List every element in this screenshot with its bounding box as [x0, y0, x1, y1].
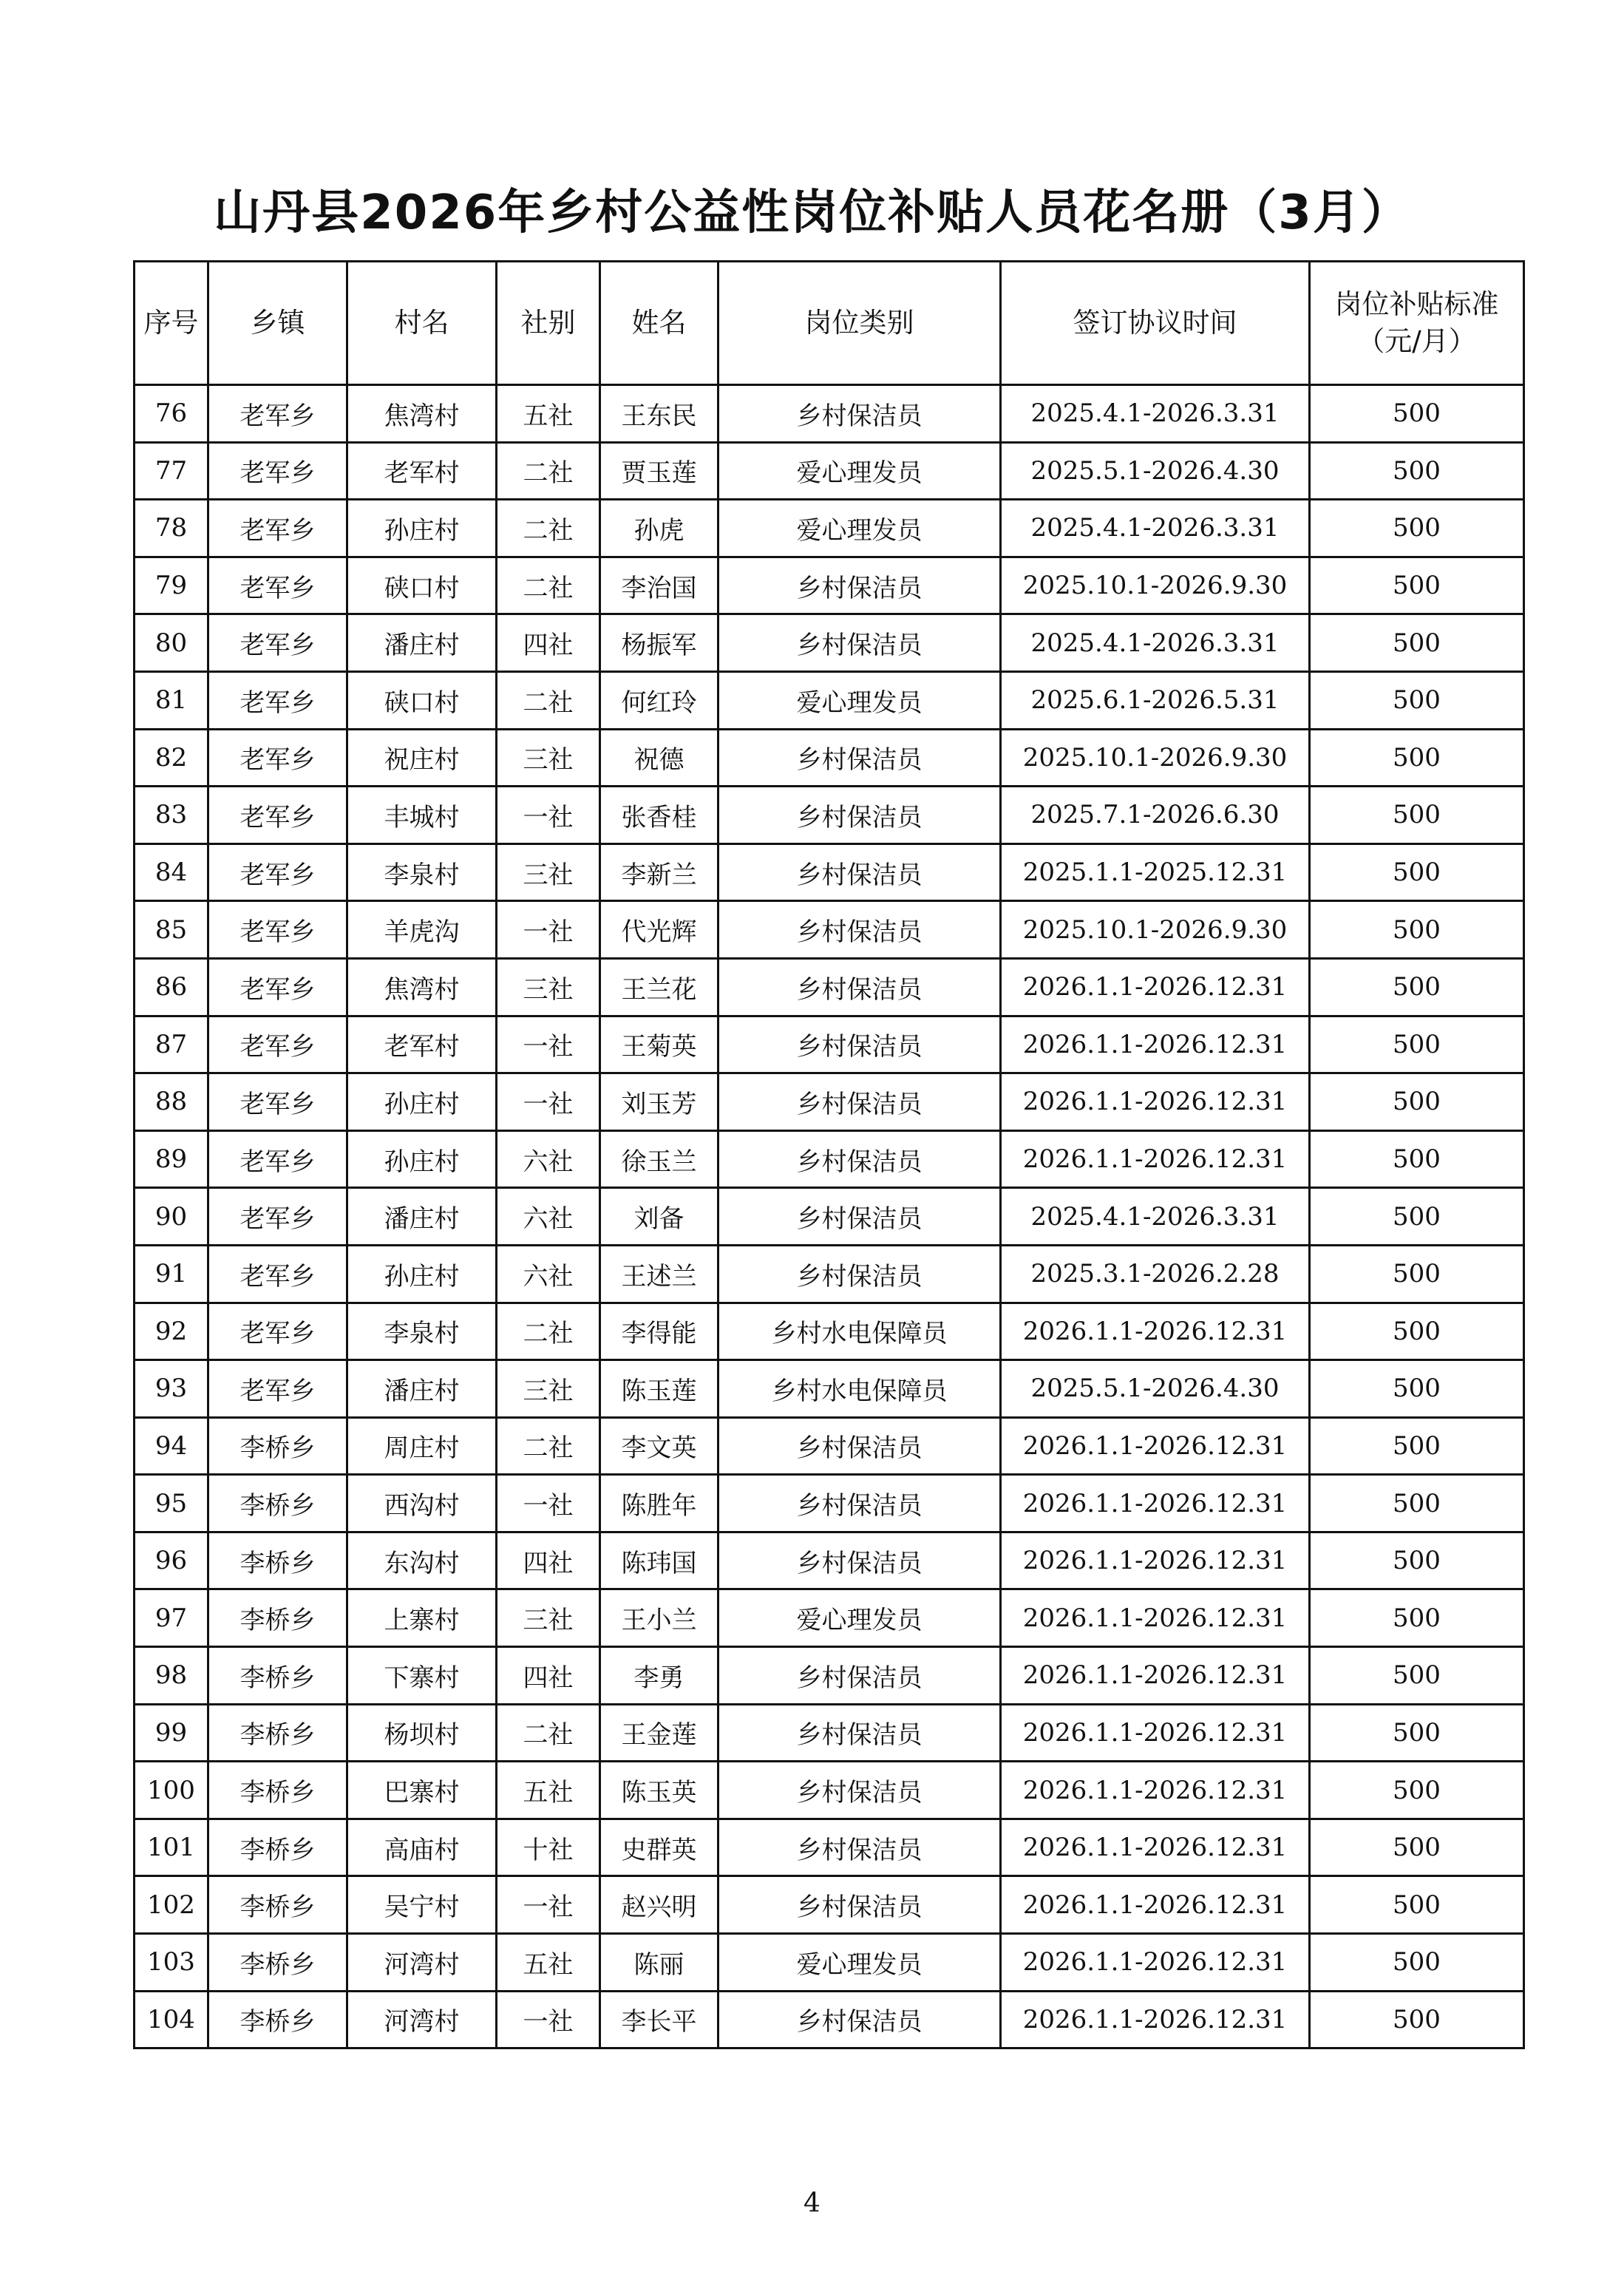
cell-township: 老军乡 — [208, 1016, 347, 1073]
cell-agreement-period: 2026.1.1-2026.12.31 — [1001, 1303, 1310, 1360]
cell-index: 104 — [135, 1991, 208, 2048]
cell-village: 丰城村 — [347, 787, 497, 844]
cell-agreement-period: 2026.1.1-2026.12.31 — [1001, 1647, 1310, 1705]
cell-township: 李桥乡 — [208, 1704, 347, 1762]
cell-index: 86 — [135, 958, 208, 1016]
cell-index: 95 — [135, 1475, 208, 1532]
document-title: 山丹县2026年乡村公益性岗位补贴人员花名册（3月） — [214, 186, 1410, 240]
cell-village: 李泉村 — [347, 1303, 497, 1360]
cell-post-type: 乡村保洁员 — [718, 1762, 1001, 1819]
cell-village: 焦湾村 — [347, 958, 497, 1016]
cell-post-type: 乡村保洁员 — [718, 614, 1001, 672]
cell-name: 祝德 — [600, 729, 718, 787]
cell-post-type: 乡村保洁员 — [718, 1647, 1001, 1705]
cell-township: 老军乡 — [208, 901, 347, 959]
table-row — [135, 1532, 1524, 1589]
cell-group: 一社 — [497, 787, 600, 844]
cell-agreement-period: 2026.1.1-2026.12.31 — [1001, 958, 1310, 1016]
cell-post-type: 乡村保洁员 — [718, 1532, 1001, 1589]
cell-subsidy: 500 — [1310, 958, 1524, 1016]
table-row — [135, 1876, 1524, 1934]
cell-post-type: 乡村保洁员 — [718, 1130, 1001, 1188]
cell-index: 89 — [135, 1130, 208, 1188]
table-row — [135, 385, 1524, 443]
cell-group: 一社 — [497, 1016, 600, 1073]
cell-group: 二社 — [497, 1704, 600, 1762]
cell-index: 78 — [135, 500, 208, 557]
cell-subsidy: 500 — [1310, 614, 1524, 672]
cell-index: 88 — [135, 1073, 208, 1131]
cell-group: 三社 — [497, 729, 600, 787]
cell-agreement-period: 2026.1.1-2026.12.31 — [1001, 1532, 1310, 1589]
cell-post-type: 乡村保洁员 — [718, 1704, 1001, 1762]
cell-agreement-period: 2026.1.1-2026.12.31 — [1001, 1934, 1310, 1992]
cell-agreement-period: 2026.1.1-2026.12.31 — [1001, 1589, 1310, 1647]
table-row — [135, 958, 1524, 1016]
cell-agreement-period: 2025.4.1-2026.3.31 — [1001, 500, 1310, 557]
cell-village: 河湾村 — [347, 1991, 497, 2048]
header-index: 序号 — [135, 262, 208, 385]
cell-name: 张香桂 — [600, 787, 718, 844]
page-number: 4 — [803, 2188, 821, 2219]
cell-agreement-period: 2025.4.1-2026.3.31 — [1001, 385, 1310, 443]
cell-post-type: 乡村保洁员 — [718, 843, 1001, 901]
roster-table — [133, 260, 1525, 2049]
cell-index: 84 — [135, 843, 208, 901]
cell-subsidy: 500 — [1310, 1819, 1524, 1876]
cell-post-type: 乡村保洁员 — [718, 958, 1001, 1016]
cell-agreement-period: 2026.1.1-2026.12.31 — [1001, 1819, 1310, 1876]
cell-post-type: 爱心理发员 — [718, 1934, 1001, 1992]
cell-township: 老军乡 — [208, 729, 347, 787]
cell-post-type: 乡村保洁员 — [718, 901, 1001, 959]
cell-group: 一社 — [497, 1073, 600, 1131]
table-row — [135, 1303, 1524, 1360]
cell-group: 六社 — [497, 1130, 600, 1188]
cell-village: 孙庄村 — [347, 1073, 497, 1131]
cell-name: 王金莲 — [600, 1704, 718, 1762]
cell-agreement-period: 2026.1.1-2026.12.31 — [1001, 1417, 1310, 1475]
cell-agreement-period: 2025.4.1-2026.3.31 — [1001, 614, 1310, 672]
cell-index: 80 — [135, 614, 208, 672]
cell-index: 100 — [135, 1762, 208, 1819]
cell-township: 李桥乡 — [208, 1417, 347, 1475]
cell-subsidy: 500 — [1310, 1188, 1524, 1246]
cell-index: 103 — [135, 1934, 208, 1992]
cell-name: 贾玉莲 — [600, 442, 718, 500]
cell-post-type: 乡村保洁员 — [718, 1991, 1001, 2048]
cell-post-type: 乡村保洁员 — [718, 1188, 1001, 1246]
cell-subsidy: 500 — [1310, 1876, 1524, 1934]
cell-subsidy: 500 — [1310, 1303, 1524, 1360]
cell-subsidy: 500 — [1310, 1417, 1524, 1475]
table-row — [135, 614, 1524, 672]
cell-subsidy: 500 — [1310, 442, 1524, 500]
cell-post-type: 乡村水电保障员 — [718, 1303, 1001, 1360]
header-agreement-period: 签订协议时间 — [1001, 262, 1310, 385]
cell-index: 96 — [135, 1532, 208, 1589]
table-row — [135, 1245, 1524, 1303]
cell-group: 二社 — [497, 557, 600, 614]
cell-subsidy: 500 — [1310, 729, 1524, 787]
table-row — [135, 1073, 1524, 1131]
cell-village: 巴寨村 — [347, 1762, 497, 1819]
table-row — [135, 442, 1524, 500]
cell-village: 羊虎沟 — [347, 901, 497, 959]
cell-group: 六社 — [497, 1188, 600, 1246]
cell-group: 三社 — [497, 1360, 600, 1418]
cell-agreement-period: 2025.5.1-2026.4.30 — [1001, 442, 1310, 500]
cell-index: 76 — [135, 385, 208, 443]
cell-agreement-period: 2026.1.1-2026.12.31 — [1001, 1475, 1310, 1532]
cell-post-type: 乡村保洁员 — [718, 729, 1001, 787]
cell-township: 老军乡 — [208, 1303, 347, 1360]
header-post-type: 岗位类别 — [718, 262, 1001, 385]
table-row — [135, 843, 1524, 901]
cell-subsidy: 500 — [1310, 1647, 1524, 1705]
table-row — [135, 1762, 1524, 1819]
cell-post-type: 乡村保洁员 — [718, 1073, 1001, 1131]
cell-agreement-period: 2025.5.1-2026.4.30 — [1001, 1360, 1310, 1418]
cell-name: 李治国 — [600, 557, 718, 614]
cell-group: 一社 — [497, 1991, 600, 2048]
table-row — [135, 1647, 1524, 1705]
cell-name: 赵兴明 — [600, 1876, 718, 1934]
cell-village: 杨坝村 — [347, 1704, 497, 1762]
cell-township: 李桥乡 — [208, 1589, 347, 1647]
cell-index: 99 — [135, 1704, 208, 1762]
table-row — [135, 1704, 1524, 1762]
cell-village: 潘庄村 — [347, 1360, 497, 1418]
cell-agreement-period: 2025.10.1-2026.9.30 — [1001, 557, 1310, 614]
cell-name: 陈玉英 — [600, 1762, 718, 1819]
cell-township: 老军乡 — [208, 787, 347, 844]
cell-township: 李桥乡 — [208, 1819, 347, 1876]
cell-township: 李桥乡 — [208, 1876, 347, 1934]
cell-group: 一社 — [497, 1475, 600, 1532]
cell-index: 87 — [135, 1016, 208, 1073]
header-row — [135, 262, 1524, 385]
cell-index: 85 — [135, 901, 208, 959]
cell-village: 祝庄村 — [347, 729, 497, 787]
cell-village: 潘庄村 — [347, 1188, 497, 1246]
cell-index: 90 — [135, 1188, 208, 1246]
cell-index: 91 — [135, 1245, 208, 1303]
cell-index: 79 — [135, 557, 208, 614]
cell-post-type: 乡村保洁员 — [718, 1016, 1001, 1073]
table-row — [135, 901, 1524, 959]
cell-township: 李桥乡 — [208, 1647, 347, 1705]
cell-name: 王菊英 — [600, 1016, 718, 1073]
cell-index: 98 — [135, 1647, 208, 1705]
cell-name: 王述兰 — [600, 1245, 718, 1303]
cell-name: 史群英 — [600, 1819, 718, 1876]
cell-group: 一社 — [497, 901, 600, 959]
cell-village: 焦湾村 — [347, 385, 497, 443]
cell-subsidy: 500 — [1310, 1934, 1524, 1992]
cell-group: 五社 — [497, 385, 600, 443]
cell-post-type: 乡村保洁员 — [718, 1417, 1001, 1475]
cell-post-type: 乡村保洁员 — [718, 1819, 1001, 1876]
cell-index: 81 — [135, 671, 208, 729]
cell-subsidy: 500 — [1310, 1245, 1524, 1303]
cell-name: 杨振军 — [600, 614, 718, 672]
header-township: 乡镇 — [208, 262, 347, 385]
cell-name: 何红玲 — [600, 671, 718, 729]
cell-post-type: 乡村保洁员 — [718, 557, 1001, 614]
table-row — [135, 787, 1524, 844]
cell-township: 老军乡 — [208, 557, 347, 614]
cell-name: 王东民 — [600, 385, 718, 443]
cell-name: 刘玉芳 — [600, 1073, 718, 1131]
cell-agreement-period: 2025.4.1-2026.3.31 — [1001, 1188, 1310, 1246]
cell-township: 老军乡 — [208, 958, 347, 1016]
cell-post-type: 乡村水电保障员 — [718, 1360, 1001, 1418]
cell-group: 二社 — [497, 1303, 600, 1360]
cell-township: 老军乡 — [208, 843, 347, 901]
cell-index: 83 — [135, 787, 208, 844]
cell-village: 吴宁村 — [347, 1876, 497, 1934]
cell-subsidy: 500 — [1310, 557, 1524, 614]
table-row — [135, 1475, 1524, 1532]
cell-subsidy: 500 — [1310, 1762, 1524, 1819]
cell-township: 老军乡 — [208, 500, 347, 557]
cell-name: 代光辉 — [600, 901, 718, 959]
cell-name: 陈玮国 — [600, 1532, 718, 1589]
cell-post-type: 乡村保洁员 — [718, 385, 1001, 443]
cell-subsidy: 500 — [1310, 385, 1524, 443]
cell-name: 王兰花 — [600, 958, 718, 1016]
cell-agreement-period: 2026.1.1-2026.12.31 — [1001, 1016, 1310, 1073]
cell-group: 五社 — [497, 1762, 600, 1819]
cell-township: 李桥乡 — [208, 1532, 347, 1589]
cell-index: 101 — [135, 1819, 208, 1876]
table-row — [135, 671, 1524, 729]
cell-agreement-period: 2025.1.1-2025.12.31 — [1001, 843, 1310, 901]
cell-village: 老军村 — [347, 442, 497, 500]
cell-subsidy: 500 — [1310, 1016, 1524, 1073]
cell-post-type: 乡村保洁员 — [718, 1876, 1001, 1934]
cell-subsidy: 500 — [1310, 500, 1524, 557]
cell-index: 77 — [135, 442, 208, 500]
cell-subsidy: 500 — [1310, 1475, 1524, 1532]
cell-post-type: 乡村保洁员 — [718, 787, 1001, 844]
cell-index: 94 — [135, 1417, 208, 1475]
header-name: 姓名 — [600, 262, 718, 385]
cell-village: 硖口村 — [347, 671, 497, 729]
cell-group: 六社 — [497, 1245, 600, 1303]
cell-agreement-period: 2026.1.1-2026.12.31 — [1001, 1876, 1310, 1934]
table-row — [135, 1819, 1524, 1876]
header-subsidy-standard: 岗位补贴标准（元/月） — [1310, 262, 1524, 385]
table-row — [135, 500, 1524, 557]
cell-township: 老军乡 — [208, 671, 347, 729]
cell-group: 三社 — [497, 1589, 600, 1647]
cell-agreement-period: 2026.1.1-2026.12.31 — [1001, 1991, 1310, 2048]
cell-subsidy: 500 — [1310, 1360, 1524, 1418]
table-row — [135, 1991, 1524, 2048]
cell-group: 四社 — [497, 1532, 600, 1589]
cell-name: 陈玉莲 — [600, 1360, 718, 1418]
cell-village: 河湾村 — [347, 1934, 497, 1992]
cell-agreement-period: 2025.10.1-2026.9.30 — [1001, 729, 1310, 787]
cell-group: 二社 — [497, 442, 600, 500]
cell-village: 西沟村 — [347, 1475, 497, 1532]
cell-village: 东沟村 — [347, 1532, 497, 1589]
cell-township: 老军乡 — [208, 1130, 347, 1188]
cell-group: 二社 — [497, 671, 600, 729]
cell-subsidy: 500 — [1310, 787, 1524, 844]
cell-village: 高庙村 — [347, 1819, 497, 1876]
cell-village: 孙庄村 — [347, 1245, 497, 1303]
cell-subsidy: 500 — [1310, 1589, 1524, 1647]
cell-agreement-period: 2025.7.1-2026.6.30 — [1001, 787, 1310, 844]
cell-name: 李得能 — [600, 1303, 718, 1360]
table-row — [135, 1934, 1524, 1992]
cell-index: 102 — [135, 1876, 208, 1934]
cell-name: 李长平 — [600, 1991, 718, 2048]
cell-village: 下寨村 — [347, 1647, 497, 1705]
cell-village: 潘庄村 — [347, 614, 497, 672]
cell-post-type: 乡村保洁员 — [718, 1475, 1001, 1532]
table-row — [135, 1130, 1524, 1188]
cell-village: 李泉村 — [347, 843, 497, 901]
cell-agreement-period: 2026.1.1-2026.12.31 — [1001, 1704, 1310, 1762]
cell-group: 十社 — [497, 1819, 600, 1876]
table-row — [135, 729, 1524, 787]
cell-name: 王小兰 — [600, 1589, 718, 1647]
cell-group: 四社 — [497, 614, 600, 672]
cell-group: 一社 — [497, 1876, 600, 1934]
cell-township: 老军乡 — [208, 1245, 347, 1303]
cell-subsidy: 500 — [1310, 1704, 1524, 1762]
cell-name: 陈胜年 — [600, 1475, 718, 1532]
table-row — [135, 557, 1524, 614]
cell-township: 老军乡 — [208, 1188, 347, 1246]
cell-group: 三社 — [497, 843, 600, 901]
cell-group: 二社 — [497, 1417, 600, 1475]
cell-name: 陈丽 — [600, 1934, 718, 1992]
cell-name: 徐玉兰 — [600, 1130, 718, 1188]
cell-group: 二社 — [497, 500, 600, 557]
cell-group: 五社 — [497, 1934, 600, 1992]
cell-index: 82 — [135, 729, 208, 787]
cell-group: 三社 — [497, 958, 600, 1016]
cell-village: 硖口村 — [347, 557, 497, 614]
header-village: 村名 — [347, 262, 497, 385]
cell-name: 李勇 — [600, 1647, 718, 1705]
cell-index: 97 — [135, 1589, 208, 1647]
cell-index: 93 — [135, 1360, 208, 1418]
cell-post-type: 爱心理发员 — [718, 500, 1001, 557]
table-row — [135, 1360, 1524, 1418]
cell-township: 老军乡 — [208, 614, 347, 672]
cell-township: 老军乡 — [208, 1073, 347, 1131]
table-row — [135, 1188, 1524, 1246]
cell-village: 老军村 — [347, 1016, 497, 1073]
cell-township: 老军乡 — [208, 1360, 347, 1418]
cell-township: 李桥乡 — [208, 1991, 347, 2048]
cell-subsidy: 500 — [1310, 1532, 1524, 1589]
cell-post-type: 爱心理发员 — [718, 442, 1001, 500]
cell-village: 上寨村 — [347, 1589, 497, 1647]
cell-agreement-period: 2025.10.1-2026.9.30 — [1001, 901, 1310, 959]
cell-group: 四社 — [497, 1647, 600, 1705]
cell-subsidy: 500 — [1310, 1991, 1524, 2048]
cell-agreement-period: 2026.1.1-2026.12.31 — [1001, 1073, 1310, 1131]
cell-name: 孙虎 — [600, 500, 718, 557]
cell-index: 92 — [135, 1303, 208, 1360]
cell-agreement-period: 2026.1.1-2026.12.31 — [1001, 1130, 1310, 1188]
cell-subsidy: 500 — [1310, 901, 1524, 959]
cell-agreement-period: 2026.1.1-2026.12.31 — [1001, 1762, 1310, 1819]
cell-subsidy: 500 — [1310, 1073, 1524, 1131]
cell-village: 孙庄村 — [347, 1130, 497, 1188]
cell-subsidy: 500 — [1310, 843, 1524, 901]
cell-post-type: 爱心理发员 — [718, 671, 1001, 729]
cell-post-type: 乡村保洁员 — [718, 1245, 1001, 1303]
cell-village: 周庄村 — [347, 1417, 497, 1475]
cell-agreement-period: 2025.3.1-2026.2.28 — [1001, 1245, 1310, 1303]
cell-agreement-period: 2025.6.1-2026.5.31 — [1001, 671, 1310, 729]
roster-body — [135, 385, 1524, 2048]
cell-township: 李桥乡 — [208, 1934, 347, 1992]
cell-name: 李文英 — [600, 1417, 718, 1475]
header-group: 社别 — [497, 262, 600, 385]
table-row — [135, 1016, 1524, 1073]
cell-township: 李桥乡 — [208, 1762, 347, 1819]
cell-subsidy: 500 — [1310, 671, 1524, 729]
table-row — [135, 1589, 1524, 1647]
cell-village: 孙庄村 — [347, 500, 497, 557]
cell-township: 老军乡 — [208, 442, 347, 500]
cell-post-type: 爱心理发员 — [718, 1589, 1001, 1647]
cell-subsidy: 500 — [1310, 1130, 1524, 1188]
table-row — [135, 1417, 1524, 1475]
cell-township: 李桥乡 — [208, 1475, 347, 1532]
cell-name: 李新兰 — [600, 843, 718, 901]
cell-name: 刘备 — [600, 1188, 718, 1246]
cell-township: 老军乡 — [208, 385, 347, 443]
